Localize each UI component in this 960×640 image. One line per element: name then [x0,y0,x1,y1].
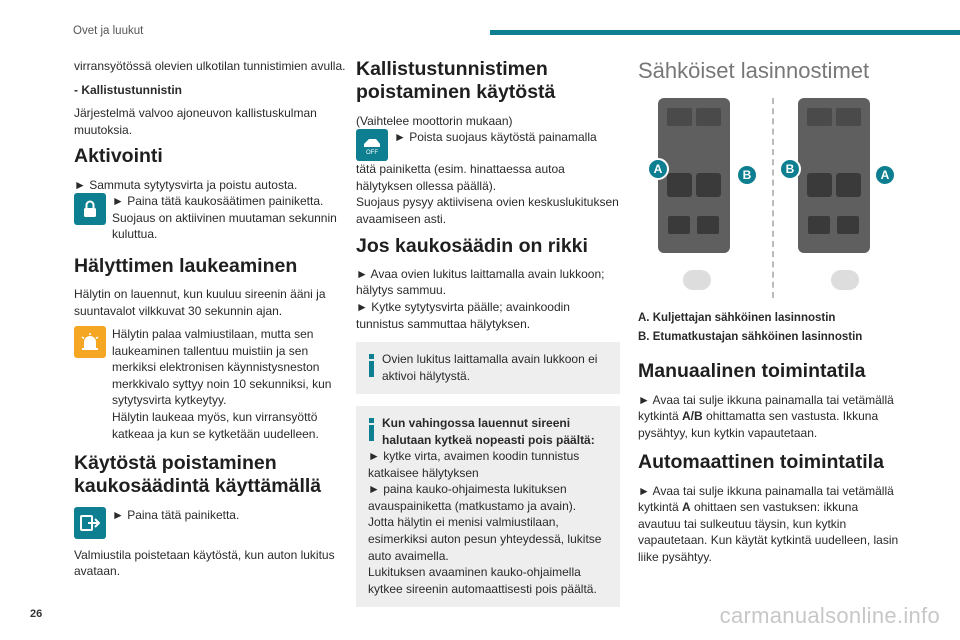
note-text: Ovien lukitus laittamalla avain lukkoon ei aktivoi hälytystä. [382,352,598,383]
heading-broken-remote: Jos kaukosäädin on rikki [356,234,588,257]
paragraph: - Kallistustunnistin [74,82,182,97]
text-run: ► Avaa tai sulje ikkuna painamalla tai vetämällä kytkintä [638,392,894,424]
paragraph: Hälytin laukeaa myös, kun virransyöttö katkeaa ja kun se kytketään uudelleen. [112,409,319,441]
heading-auto-mode: Automaattinen toimintatila [638,451,884,474]
heading-tilt-disable: Kallistustunnistimen poistaminen käytöstä [356,58,556,104]
alarm-icon [74,326,106,358]
watermark: carmanualsonline.info [719,603,940,628]
window-switch [836,108,861,126]
paragraph: laukeaminen tallentuu muistiin ja sen merkiksi elektronisen käynnistysneston merkkivalo syttyy noin 10 sekunniksi, kun sytytysvirta kytkeytyy. [112,343,332,408]
steering-wheel-icon [831,270,859,290]
instruction: ► paina kauko-ohjaimesta lukituksen avauspainiketta (matkustamo ja avain). [368,482,577,513]
column-2 [356,58,620,619]
heading-power-windows: Sähköiset lasinnostimet [638,58,870,83]
column-3 [638,58,900,572]
paragraph: Suojaus on aktiivinen muutaman sekunnin kuluttua. [112,210,337,242]
window-switch [697,216,719,234]
paragraph: Valmiustila poistetaan käytöstä, kun auton lukitus avataan. [74,547,335,579]
paragraph: Jotta hälytin ei menisi valmiustilaan, esimerkiksi auton pesun yhteydessä, lukitse auto avaimella. [368,515,602,563]
divider [772,98,774,298]
svg-text:OFF: OFF [366,150,378,156]
lock-icon [74,193,106,225]
text-run: ohittaen sen vastuksen: ikkuna avautuu tai sulkeutuu täysin, kun kytkin vapautetaan. Kun käytät kytkintä uudelleen, lasin liike pysähtyy. [638,500,899,564]
info-icon [368,351,374,384]
icon-instruction [74,193,346,243]
paragraph: Hälytin palaa valmiustilaan, mutta sen [112,327,314,342]
heading-trigger: Hälyttimen laukeaminen [74,254,298,277]
passenger-switch-panel [798,98,870,253]
paragraph: virransyötössä olevien ulkotilan tunnistimien avulla. [74,59,346,73]
icon-instruction [74,326,346,442]
window-switch [668,216,690,234]
window-switch [837,216,859,234]
info-note [356,342,620,394]
label-a-badge: A [647,158,669,180]
text-run-bold: A [682,500,691,515]
window-switch [836,173,861,197]
instruction: ► Avaa ovien lukitus laittamalla avain lukkoon; hälytys sammuu. [356,266,605,298]
label-b-badge: B [779,158,801,180]
steering-wheel-icon [683,270,711,290]
legend-item: B. Etumatkustajan sähköinen lasinnostin [638,331,863,344]
paragraph: Suojaus pysyy aktiivisena ovien keskuslukituksen avaamiseen asti. [356,195,619,226]
note-heading: Kun vahingossa lauennut sireeni halutaan kytkeä nopeasti pois päältä: [382,416,595,447]
instruction: ► Paina tätä painiketta. [112,507,240,522]
paragraph: tätä painiketta (esim. hinattaessa autoa hälytyksen ollessa päällä). [356,162,565,193]
paragraph: Järjestelmä valvoo ajoneuvon kallistuskulman muutoksia. [74,106,317,137]
text-run: ► Avaa tai sulje ikkuna painamalla tai vetämällä kytkintä [638,483,894,515]
window-switch [696,173,721,197]
paragraph: Hälytin on lauennut, kun kuuluu sireenin ääni ja suuntavalot vilkkuvat 30 sekunnin ajan. [74,287,326,318]
paragraph [638,392,900,442]
window-switch [696,108,721,126]
heading-activation: Aktivointi [74,145,163,168]
window-switch [667,173,692,197]
paragraph: (Vaihtelee moottorin mukaan) [356,113,513,128]
icon-instruction [356,129,620,161]
instruction: ► Paina tätä kaukosäätimen painiketta. [112,194,324,209]
paragraph [638,483,900,566]
running-header: Ovet ja luukut [73,25,144,37]
info-icon [368,415,374,448]
label-b-badge: B [736,164,758,186]
page-number: 26 [30,608,43,620]
instruction: ► Poista suojaus käytöstä painamalla [394,130,597,145]
window-switch [667,108,692,126]
paragraph: Lukituksen avaaminen kauko-ohjaimella kytkee sireenin automaattisesti pois päältä. [368,565,597,596]
window-switch [807,173,832,197]
header-accent-bar [490,30,960,35]
text-run-bold: A/B [682,409,703,424]
heading-disable: Käytöstä poistaminen kaukosäädintä käyttämällä [74,452,322,498]
figure-legend [638,311,900,346]
instruction: ► kytke virta, avaimen koodin tunnistus katkaisee hälytyksen [368,449,580,480]
instruction: ► Sammuta sytytysvirta ja poistu autosta. [74,177,298,192]
legend-item: A. Kuljettajan sähköinen lasinnostin [638,312,836,325]
window-switch-illustration [638,98,900,303]
text-run: ohittamatta sen vastusta. Ikkuna pysähtyy, kun kytkin vapautetaan. [638,409,879,440]
window-switch [807,108,832,126]
label-a-badge: A [874,164,896,186]
tilt-sensor-off-icon [356,129,388,161]
info-note [356,406,620,607]
column-1 [74,58,346,587]
instruction: ► Kytke sytytysvirta päälle; avainkoodin tunnistus sammuttaa hälytyksen. [356,300,570,331]
icon-instruction [74,507,346,539]
driver-switch-panel [658,98,730,253]
exit-icon [74,507,106,539]
window-switch [808,216,830,234]
heading-manual-mode: Manuaalinen toimintatila [638,360,866,383]
